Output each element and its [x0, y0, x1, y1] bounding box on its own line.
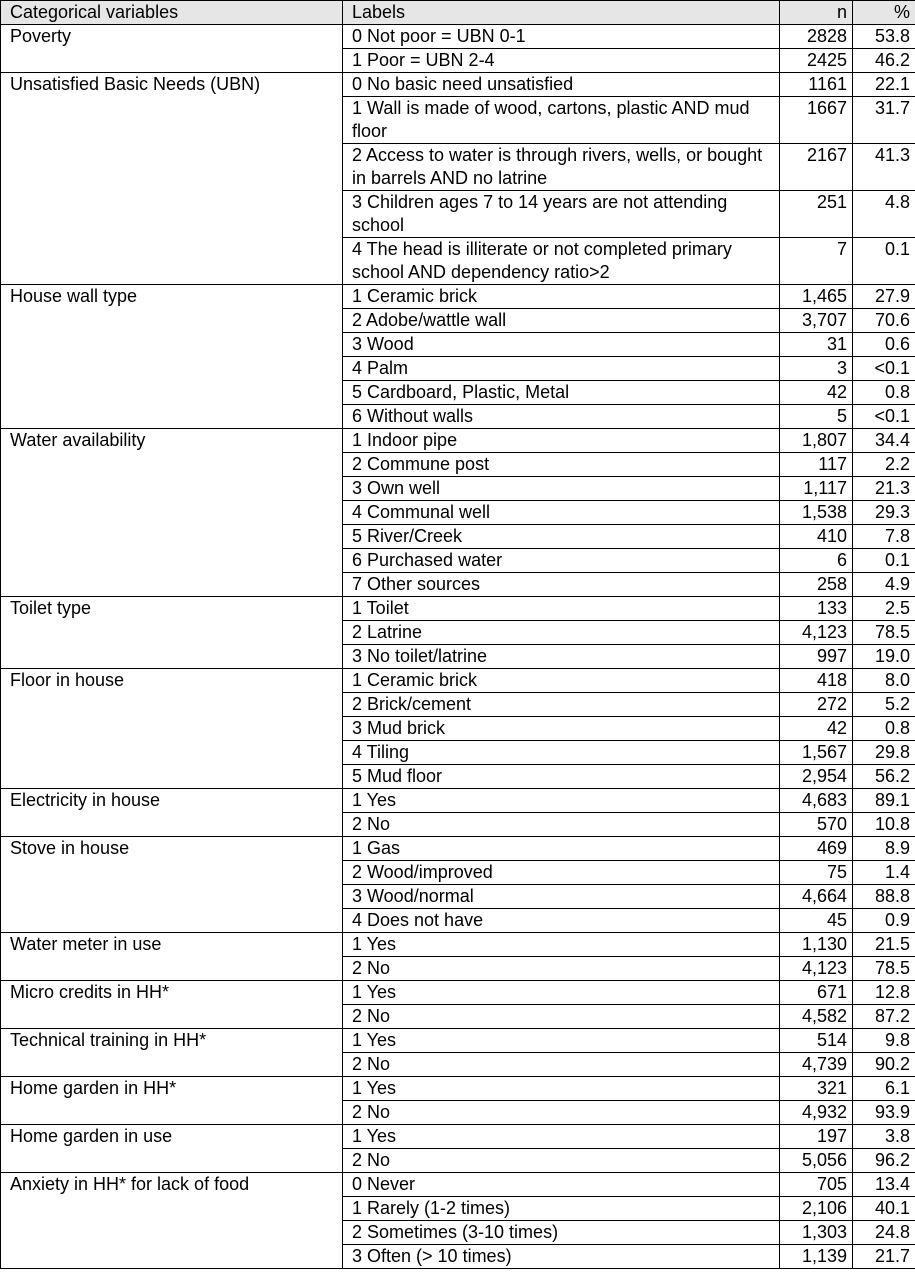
count-value: 1,567 [780, 741, 853, 765]
count-value: 31 [780, 333, 853, 357]
variable-name: Stove in house [1, 837, 343, 933]
header-n: n [780, 1, 853, 25]
percent-value: 78.5 [853, 621, 915, 645]
category-label: 2 No [343, 1149, 780, 1173]
category-label: 2 No [343, 957, 780, 981]
count-value: 117 [780, 453, 853, 477]
category-label: 2 No [343, 1101, 780, 1125]
category-label: 2 No [343, 1053, 780, 1077]
count-value: 42 [780, 717, 853, 741]
percent-value: 7.8 [853, 525, 915, 549]
category-label: 0 Never [343, 1173, 780, 1197]
percent-value: 21.7 [853, 1245, 915, 1269]
category-label: 7 Other sources [343, 573, 780, 597]
count-value: 4,683 [780, 789, 853, 813]
percent-value: 41.3 [853, 144, 915, 191]
category-label: 3 Children ages 7 to 14 years are not attending school [343, 191, 780, 238]
variable-name: Poverty [1, 25, 343, 73]
percent-value: 0.6 [853, 333, 915, 357]
percent-value: 93.9 [853, 1101, 915, 1125]
table-row [1, 429, 915, 453]
percent-value: 1.4 [853, 861, 915, 885]
count-value: 258 [780, 573, 853, 597]
percent-value: 4.8 [853, 191, 915, 238]
count-value: 4,123 [780, 621, 853, 645]
count-value: 5,056 [780, 1149, 853, 1173]
variable-name: Water availability [1, 429, 343, 597]
percent-value: 56.2 [853, 765, 915, 789]
count-value: 1,130 [780, 933, 853, 957]
category-label: 3 No toilet/latrine [343, 645, 780, 669]
percent-value: 29.3 [853, 501, 915, 525]
category-label: 2 Wood/improved [343, 861, 780, 885]
percent-value: 0.1 [853, 238, 915, 285]
count-value: 7 [780, 238, 853, 285]
percent-value: 22.1 [853, 73, 915, 97]
table-row [1, 1029, 915, 1053]
variable-name: Micro credits in HH* [1, 981, 343, 1029]
count-value: 4,123 [780, 957, 853, 981]
header-labels: Labels [343, 1, 780, 25]
count-value: 1,538 [780, 501, 853, 525]
category-label: 4 Does not have [343, 909, 780, 933]
category-label: 2 Latrine [343, 621, 780, 645]
category-label: 3 Wood/normal [343, 885, 780, 909]
count-value: 133 [780, 597, 853, 621]
percent-value: 0.9 [853, 909, 915, 933]
category-label: 6 Purchased water [343, 549, 780, 573]
percent-value: 78.5 [853, 957, 915, 981]
percent-value: <0.1 [853, 357, 915, 381]
count-value: 2828 [780, 25, 853, 49]
percent-value: 29.8 [853, 741, 915, 765]
variable-name: Home garden in HH* [1, 1077, 343, 1125]
category-label: 5 Cardboard, Plastic, Metal [343, 381, 780, 405]
count-value: 42 [780, 381, 853, 405]
count-value: 3,707 [780, 309, 853, 333]
percent-value: 53.8 [853, 25, 915, 49]
category-label: 1 Wall is made of wood, cartons, plastic AND mud floor [343, 97, 780, 144]
category-label: 2 No [343, 813, 780, 837]
percent-value: 5.2 [853, 693, 915, 717]
category-label: 1 Yes [343, 1077, 780, 1101]
percent-value: 21.3 [853, 477, 915, 501]
percent-value: 34.4 [853, 429, 915, 453]
count-value: 5 [780, 405, 853, 429]
category-label: 6 Without walls [343, 405, 780, 429]
percent-value: 89.1 [853, 789, 915, 813]
count-value: 1,465 [780, 285, 853, 309]
count-value: 2425 [780, 49, 853, 73]
category-label: 4 Palm [343, 357, 780, 381]
percent-value: 90.2 [853, 1053, 915, 1077]
percent-value: 19.0 [853, 645, 915, 669]
category-label: 5 Mud floor [343, 765, 780, 789]
percent-value: 8.0 [853, 669, 915, 693]
category-label: 1 Yes [343, 933, 780, 957]
count-value: 321 [780, 1077, 853, 1101]
category-label: 1 Yes [343, 789, 780, 813]
count-value: 1667 [780, 97, 853, 144]
category-label: 1 Gas [343, 837, 780, 861]
table-row [1, 837, 915, 861]
table-row [1, 933, 915, 957]
count-value: 2,106 [780, 1197, 853, 1221]
category-label: 4 The head is illiterate or not completed primary school AND dependency ratio>2 [343, 238, 780, 285]
table-row [1, 981, 915, 1005]
count-value: 4,932 [780, 1101, 853, 1125]
category-label: 2 Commune post [343, 453, 780, 477]
category-label: 1 Yes [343, 981, 780, 1005]
table-row [1, 1077, 915, 1101]
percent-value: 13.4 [853, 1173, 915, 1197]
category-label: 1 Yes [343, 1125, 780, 1149]
variable-name: House wall type [1, 285, 343, 429]
percent-value: 0.8 [853, 381, 915, 405]
category-label: 2 No [343, 1005, 780, 1029]
percent-value: 70.6 [853, 309, 915, 333]
percent-value: 6.1 [853, 1077, 915, 1101]
count-value: 1,117 [780, 477, 853, 501]
percent-value: 24.8 [853, 1221, 915, 1245]
count-value: 469 [780, 837, 853, 861]
percent-value: 0.1 [853, 549, 915, 573]
category-label: 3 Often (> 10 times) [343, 1245, 780, 1269]
count-value: 570 [780, 813, 853, 837]
category-label: 5 River/Creek [343, 525, 780, 549]
percent-value: 96.2 [853, 1149, 915, 1173]
variable-name: Anxiety in HH* for lack of food [1, 1173, 343, 1269]
count-value: 251 [780, 191, 853, 238]
count-value: 4,739 [780, 1053, 853, 1077]
count-value: 75 [780, 861, 853, 885]
count-value: 4,582 [780, 1005, 853, 1029]
variable-name: Water meter in use [1, 933, 343, 981]
variable-name: Electricity in house [1, 789, 343, 837]
percent-value: 31.7 [853, 97, 915, 144]
percent-value: 2.5 [853, 597, 915, 621]
percent-value: 21.5 [853, 933, 915, 957]
count-value: 1161 [780, 73, 853, 97]
table-row [1, 1125, 915, 1149]
table-row [1, 1173, 915, 1197]
table-row [1, 285, 915, 309]
category-label: 0 Not poor = UBN 0-1 [343, 25, 780, 49]
count-value: 197 [780, 1125, 853, 1149]
count-value: 514 [780, 1029, 853, 1053]
category-label: 3 Own well [343, 477, 780, 501]
category-label: 3 Mud brick [343, 717, 780, 741]
percent-value: 8.9 [853, 837, 915, 861]
category-label: 1 Ceramic brick [343, 669, 780, 693]
category-label: 1 Yes [343, 1029, 780, 1053]
percent-value: 27.9 [853, 285, 915, 309]
percent-value: 88.8 [853, 885, 915, 909]
count-value: 705 [780, 1173, 853, 1197]
percent-value: 87.2 [853, 1005, 915, 1029]
count-value: 3 [780, 357, 853, 381]
category-label: 2 Brick/cement [343, 693, 780, 717]
header-row [1, 1, 915, 25]
percent-value: 9.8 [853, 1029, 915, 1053]
variable-name: Home garden in use [1, 1125, 343, 1173]
count-value: 45 [780, 909, 853, 933]
category-label: 1 Poor = UBN 2-4 [343, 49, 780, 73]
percent-value: 2.2 [853, 453, 915, 477]
count-value: 4,664 [780, 885, 853, 909]
category-label: 2 Sometimes (3-10 times) [343, 1221, 780, 1245]
count-value: 2167 [780, 144, 853, 191]
percent-value: 3.8 [853, 1125, 915, 1149]
variable-name: Floor in house [1, 669, 343, 789]
count-value: 1,807 [780, 429, 853, 453]
count-value: 272 [780, 693, 853, 717]
percent-value: 12.8 [853, 981, 915, 1005]
percent-value: 46.2 [853, 49, 915, 73]
table-row [1, 73, 915, 97]
variable-name: Toilet type [1, 597, 343, 669]
percent-value: 10.8 [853, 813, 915, 837]
table-row [1, 789, 915, 813]
percent-value: 0.8 [853, 717, 915, 741]
percent-value: 4.9 [853, 573, 915, 597]
header-pct: % [853, 1, 915, 25]
variable-name: Technical training in HH* [1, 1029, 343, 1077]
header-variable: Categorical variables [1, 1, 343, 25]
count-value: 997 [780, 645, 853, 669]
count-value: 1,139 [780, 1245, 853, 1269]
category-label: 3 Wood [343, 333, 780, 357]
count-value: 418 [780, 669, 853, 693]
category-label: 4 Communal well [343, 501, 780, 525]
category-label: 1 Toilet [343, 597, 780, 621]
count-value: 2,954 [780, 765, 853, 789]
category-label: 2 Access to water is through rivers, wells, or bought in barrels AND no latrine [343, 144, 780, 191]
category-label: 1 Rarely (1-2 times) [343, 1197, 780, 1221]
count-value: 1,303 [780, 1221, 853, 1245]
table-body [1, 25, 915, 1269]
category-label: 1 Indoor pipe [343, 429, 780, 453]
percent-value: <0.1 [853, 405, 915, 429]
count-value: 6 [780, 549, 853, 573]
table-row [1, 669, 915, 693]
table-row [1, 597, 915, 621]
percent-value: 40.1 [853, 1197, 915, 1221]
category-label: 4 Tiling [343, 741, 780, 765]
count-value: 671 [780, 981, 853, 1005]
category-label: 1 Ceramic brick [343, 285, 780, 309]
variable-name: Unsatisfied Basic Needs (UBN) [1, 73, 343, 285]
table-row [1, 25, 915, 49]
category-label: 2 Adobe/wattle wall [343, 309, 780, 333]
count-value: 410 [780, 525, 853, 549]
category-label: 0 No basic need unsatisfied [343, 73, 780, 97]
